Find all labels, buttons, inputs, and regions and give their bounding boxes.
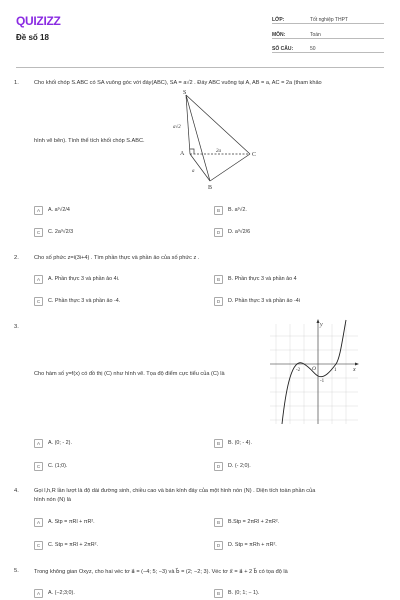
option-text: A. Phần thực 3 và phần ảo 4i. <box>48 276 120 282</box>
option-c[interactable] <box>34 296 120 306</box>
option-text: A. (0; - 2). <box>48 440 72 446</box>
meta-row-subject <box>272 29 384 39</box>
origin-label: O <box>312 366 316 372</box>
label-c: C <box>252 152 257 158</box>
option-d[interactable] <box>214 227 250 237</box>
option-text: C. (1;0). <box>48 463 68 469</box>
option-text: B. a³√2. <box>228 207 247 213</box>
question-text-cont: hình nón (N) là <box>34 497 72 503</box>
question-number: 2. <box>14 255 19 261</box>
question-text: Trong không gian Oxyz, cho hai véc tơ a⃗ = (−4; 5; −3) và b⃗ = (2; −2; 3). Véc tơ x⃗ = a⃗ + 2 b⃗ có tọa độ là <box>34 569 288 575</box>
tick-label: -2 <box>296 368 301 373</box>
label-ac: 2a <box>216 149 221 154</box>
question-text: Cho khối chóp S.ABC có SA vuông góc với đáy(ABC), SA = a√2 . Đáy ABC vuông tại A, AB = a, AC = 2a (tham khảo <box>34 80 322 86</box>
option-text: C. Stp = πRl + 2πR². <box>48 542 98 548</box>
meta-key: MÔN: <box>272 31 286 38</box>
option-text: D. (- 2;0). <box>228 463 251 469</box>
question-text: Gọi l,h,R lần lượt là độ dài đường sinh, chiều cao và bán kính đáy của một hình nón (N) . Diện tích toàn phần của <box>34 488 316 494</box>
exam-title: Đề số 18 <box>16 33 49 42</box>
option-text: A. Stp = πRl + πR². <box>48 519 95 525</box>
option-d[interactable] <box>214 461 251 471</box>
option-badge: C <box>34 541 43 550</box>
option-b[interactable] <box>214 205 247 215</box>
option-badge: B <box>214 275 223 284</box>
meta-value: 50 <box>310 46 316 52</box>
axis-x-label: x <box>353 367 356 373</box>
quizizz-logo: QUIZIZZ <box>16 14 61 28</box>
option-text: C. 2a³√2/3 <box>48 229 74 235</box>
option-badge: A <box>34 518 43 527</box>
option-badge: D <box>214 541 223 550</box>
option-badge: A <box>34 589 43 598</box>
meta-value: Toán <box>310 31 321 38</box>
option-a[interactable] <box>34 438 72 448</box>
option-badge: B <box>214 589 223 598</box>
option-c[interactable] <box>34 540 98 550</box>
pyramid-figure <box>168 88 268 194</box>
option-badge: B <box>214 206 223 215</box>
question-number: 4. <box>14 488 19 494</box>
option-a[interactable] <box>34 274 119 284</box>
question-number: 1. <box>14 80 19 86</box>
option-badge: D <box>214 462 223 471</box>
option-badge: C <box>34 462 43 471</box>
option-b[interactable] <box>214 438 252 448</box>
option-badge: B <box>214 518 223 527</box>
option-text: B. Phần thực 3 và phần ảo 4 <box>228 276 297 282</box>
label-sa: a√2 <box>173 125 181 130</box>
question-number: 5. <box>14 568 19 574</box>
option-text: A. (−2;3;0). <box>48 590 75 596</box>
option-b[interactable] <box>214 274 297 284</box>
option-b[interactable] <box>214 517 279 527</box>
option-badge: A <box>34 206 43 215</box>
option-badge: D <box>214 297 223 306</box>
meta-row-class <box>272 14 384 24</box>
option-d[interactable] <box>214 540 277 550</box>
question-text: Cho hàm số y=f(x) có đồ thị (C) như hình vẽ. Tọa độ điểm cực tiểu của (C) là <box>34 371 225 377</box>
option-a[interactable] <box>34 588 75 598</box>
option-a[interactable] <box>34 205 70 215</box>
tick-label: 1 <box>334 368 337 373</box>
option-b[interactable] <box>214 588 259 598</box>
option-badge: A <box>34 439 43 448</box>
option-c[interactable] <box>34 227 73 237</box>
option-badge: C <box>34 228 43 237</box>
option-text: C. Phần thực 3 và phần ảo -4. <box>48 298 121 304</box>
label-s: S <box>183 90 187 96</box>
option-text: B. (0; 1; − 1). <box>228 590 260 596</box>
option-text: D. Phần thực 3 và phần ảo -4i <box>228 298 300 304</box>
meta-row-count <box>272 43 384 53</box>
exam-meta <box>272 14 384 58</box>
option-text: A. a³√2/4 <box>48 207 70 213</box>
question-text-cont: hình vẽ bên). Tính thể tích khối chóp S.ABC. <box>34 138 145 144</box>
axis-y-label: y <box>320 322 323 328</box>
label-ab: a <box>192 169 195 174</box>
option-text: B. (0; - 4). <box>228 440 252 446</box>
question-number: 3. <box>14 324 19 330</box>
option-badge: D <box>214 228 223 237</box>
meta-value: Tốt nghiệp THPT <box>310 17 348 23</box>
header-divider <box>16 67 384 68</box>
option-d[interactable] <box>214 296 300 306</box>
tick-label: -1 <box>320 379 325 384</box>
meta-key: SỐ CÂU: <box>272 46 294 52</box>
question-text: Cho số phức z=i(3i+4) . Tìm phần thực và phần ảo của số phức z . <box>34 255 200 261</box>
label-a: A <box>180 151 185 157</box>
option-text: B.Stp = 2πRl + 2πR². <box>228 519 280 525</box>
option-c[interactable] <box>34 461 67 471</box>
option-badge: A <box>34 275 43 284</box>
option-text: D. a³√2/6 <box>228 229 251 235</box>
option-text: D. Stp = πRh + πR². <box>228 542 277 548</box>
option-badge: B <box>214 439 223 448</box>
option-badge: C <box>34 297 43 306</box>
cubic-graph-figure <box>268 318 360 426</box>
label-b: B <box>208 185 213 191</box>
option-a[interactable] <box>34 517 95 527</box>
meta-key: LỚP: <box>272 17 285 23</box>
